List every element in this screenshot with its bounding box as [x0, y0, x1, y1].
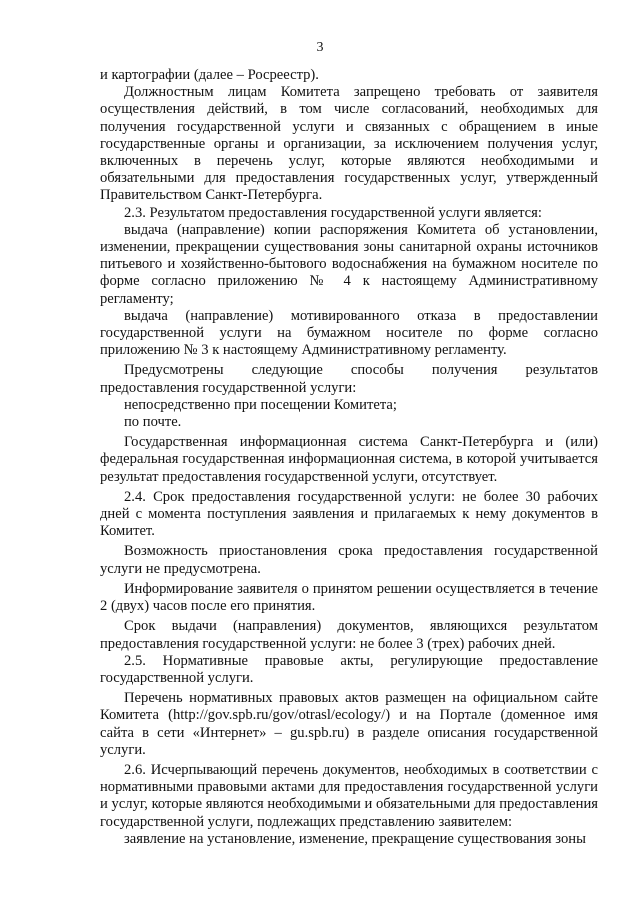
paragraph-17: заявление на установление, изменение, прекращение существования зоны — [124, 830, 586, 847]
paragraph-7: непосредственно при посещении Комитета; — [124, 396, 397, 413]
paragraph-6: Предусмотрены следующие способы получения результатов предоставления государственной услуги: — [100, 362, 598, 396]
page-number: 3 — [316, 40, 324, 55]
paragraph-5: выдача (направление) мотивированного отказа в предоставлении государственной услуги на бумажном носителе по форме согласно приложению № 3 к настоящему Административному регламенту. — [100, 307, 598, 359]
paragraph-8: по почте. — [124, 414, 182, 431]
paragraph-1: и картографии (далее – Росреестр). — [100, 67, 319, 83]
paragraph-4: выдача (направление) копии распоряжения Комитета об установлении, изменении, прекращении существования зоны санитарной охраны источников питьевого и хозяйственно-бытового водоснабжения на бумажном носителе по форме согласно приложению № 4 к настоящему Административному регламенту; — [100, 221, 598, 307]
paragraph-13: Срок выдачи (направления) документов, являющихся результатом предоставления государственной услуги: не более 3 (трех) рабочих дней. — [100, 618, 598, 652]
paragraph-15: Перечень нормативных правовых актов размещен на официальном сайте Комитета (http://gov.spb.ru/gov/otrasl/ecology/) и на Портале (доменное имя сайта в сети «Интернет» – gu.spb.ru) в разделе описания государственной услуги. — [100, 690, 598, 758]
paragraph-9: Государственная информационная система Санкт-Петербурга и (или) федеральная государственная информационная система, в которой учитывается результат предоставления государственной услуги, отсутствует. — [100, 434, 598, 485]
paragraph-14: 2.5. Нормативные правовые акты, регулирующие предоставление государственной услуги. — [100, 652, 598, 686]
paragraph-2: Должностным лицам Комитета запрещено требовать от заявителя осуществления действий, в том числе согласований, необходимых для получения государственной услуги и связанных с обращением в иные государственные органы и организации, за исключением получения услуг, включенных в перечень услуг, которые являются необходимыми и обязательными для предоставления государственных услуг, утвержденный Правительством Санкт-Петербурга. — [100, 84, 598, 204]
paragraph-3: 2.3. Результатом предоставления государственной услуги является: — [124, 204, 542, 221]
paragraph-12: Информирование заявителя о принятом решении осуществляется в течение 2 (двух) часов после его принятия. — [100, 580, 598, 615]
paragraph-10: 2.4. Срок предоставления государственной услуги: не более 30 рабочих дней с момента поступления заявления и прилагаемых к нему документов в Комитет. — [100, 488, 598, 540]
document-body — [100, 67, 598, 848]
paragraph-16: 2.6. Исчерпывающий перечень документов, необходимых в соответствии с нормативными правовыми актами для предоставления государственной услуги и услуг, которые являются необходимыми и обязательными для предоставления государственной услуги, подлежащих представлению заявителем: — [100, 761, 598, 830]
paragraph-11: Возможность приостановления срока предоставления государственной услуги не предусмотрена. — [100, 543, 598, 577]
